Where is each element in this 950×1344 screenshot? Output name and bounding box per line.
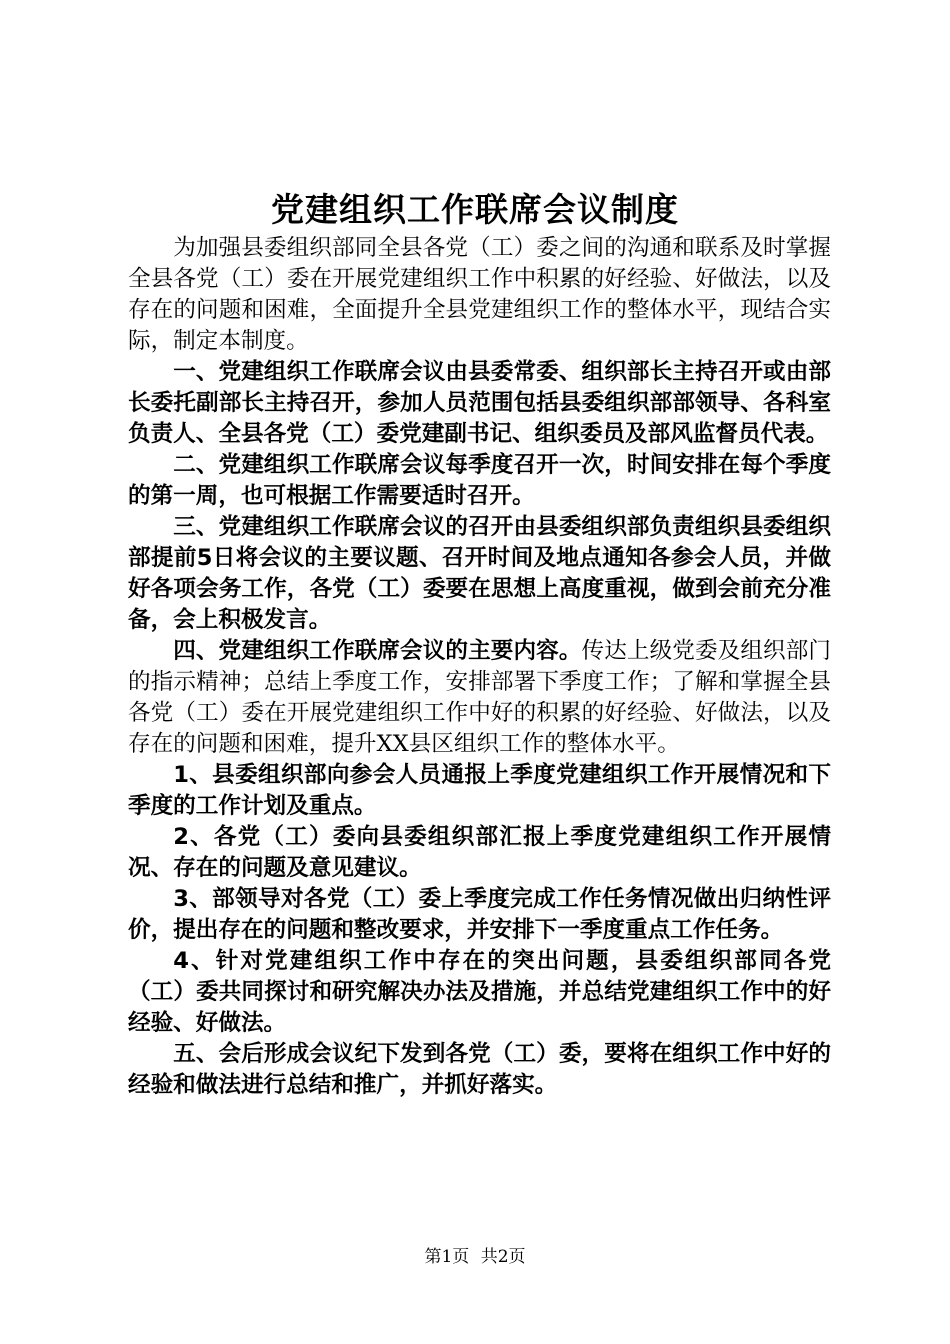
item-2-paragraph: 2、各党（工）委向县委组织部汇报上季度党建组织工作开展情况、存在的问题及意见建议。 <box>128 824 831 881</box>
page-footer: 第1页 共2页 <box>424 1247 526 1267</box>
section-3-paragraph: 三、党建组织工作联席会议的召开由县委组织部负责组织县委组织部提前5日将会议的主要议题、召开时间及地点通知各参会人员，并做好各项会务工作，各党（工）委要在思想上高度重视，做到会前充分准备，会上积极发言。 <box>128 514 831 633</box>
item-1-paragraph: 1、县委组织部向参会人员通报上季度党建组织工作开展情况和下季度的工作计划及重点。 <box>128 762 831 819</box>
section-4-heading: 四、党建组织工作联席会议的主要内容。 <box>173 638 582 664</box>
item-3-paragraph: 3、部领导对各党（工）委上季度完成工作任务情况做出归纳性评价，提出存在的问题和整改要求，并安排下一季度重点工作任务。 <box>128 886 831 943</box>
item-4-paragraph: 4、针对党建组织工作中存在的突出问题，县委组织部同各党（工）委共同探讨和研究解决办法及措施，并总结党建组织工作中的好经验、好做法。 <box>128 948 831 1036</box>
document-body <box>128 233 831 1101</box>
section-1-paragraph: 一、党建组织工作联席会议由县委常委、组织部长主持召开或由部长委托副部长主持召开，参加人员范围包括县委组织部部领导、各科室负责人、全县各党（工）委党建副书记、组织委员及部风监督员代表。 <box>128 359 831 447</box>
section-5-paragraph: 五、会后形成会议纪下发到各党（工）委，要将在组织工作中好的经验和做法进行总结和推广，并抓好落实。 <box>128 1041 831 1098</box>
intro-paragraph: 为加强县委组织部同全县各党（工）委之间的沟通和联系及时掌握全县各党（工）委在开展党建组织工作中积累的好经验、好做法，以及存在的问题和困难，全面提升全县党建组织工作的整体水平，现结合实际，制定本制度。 <box>128 235 831 354</box>
section-4-content: 传达上级党委及组织部门的指示精神；总结上季度工作，安排部署下季度工作；了解和掌握全县各党（工）委在开展党建组织工作中好的积累的好经验、好做法，以及存在的问题和困难，提升XX县区组织工作的整体水平。 <box>128 638 832 757</box>
document-title: 党建组织工作联席会议制度 <box>271 190 679 229</box>
section-4-paragraph <box>128 636 831 760</box>
section-2-paragraph: 二、党建组织工作联席会议每季度召开一次，时间安排在每个季度的第一周，也可根据工作需要适时召开。 <box>128 452 831 509</box>
